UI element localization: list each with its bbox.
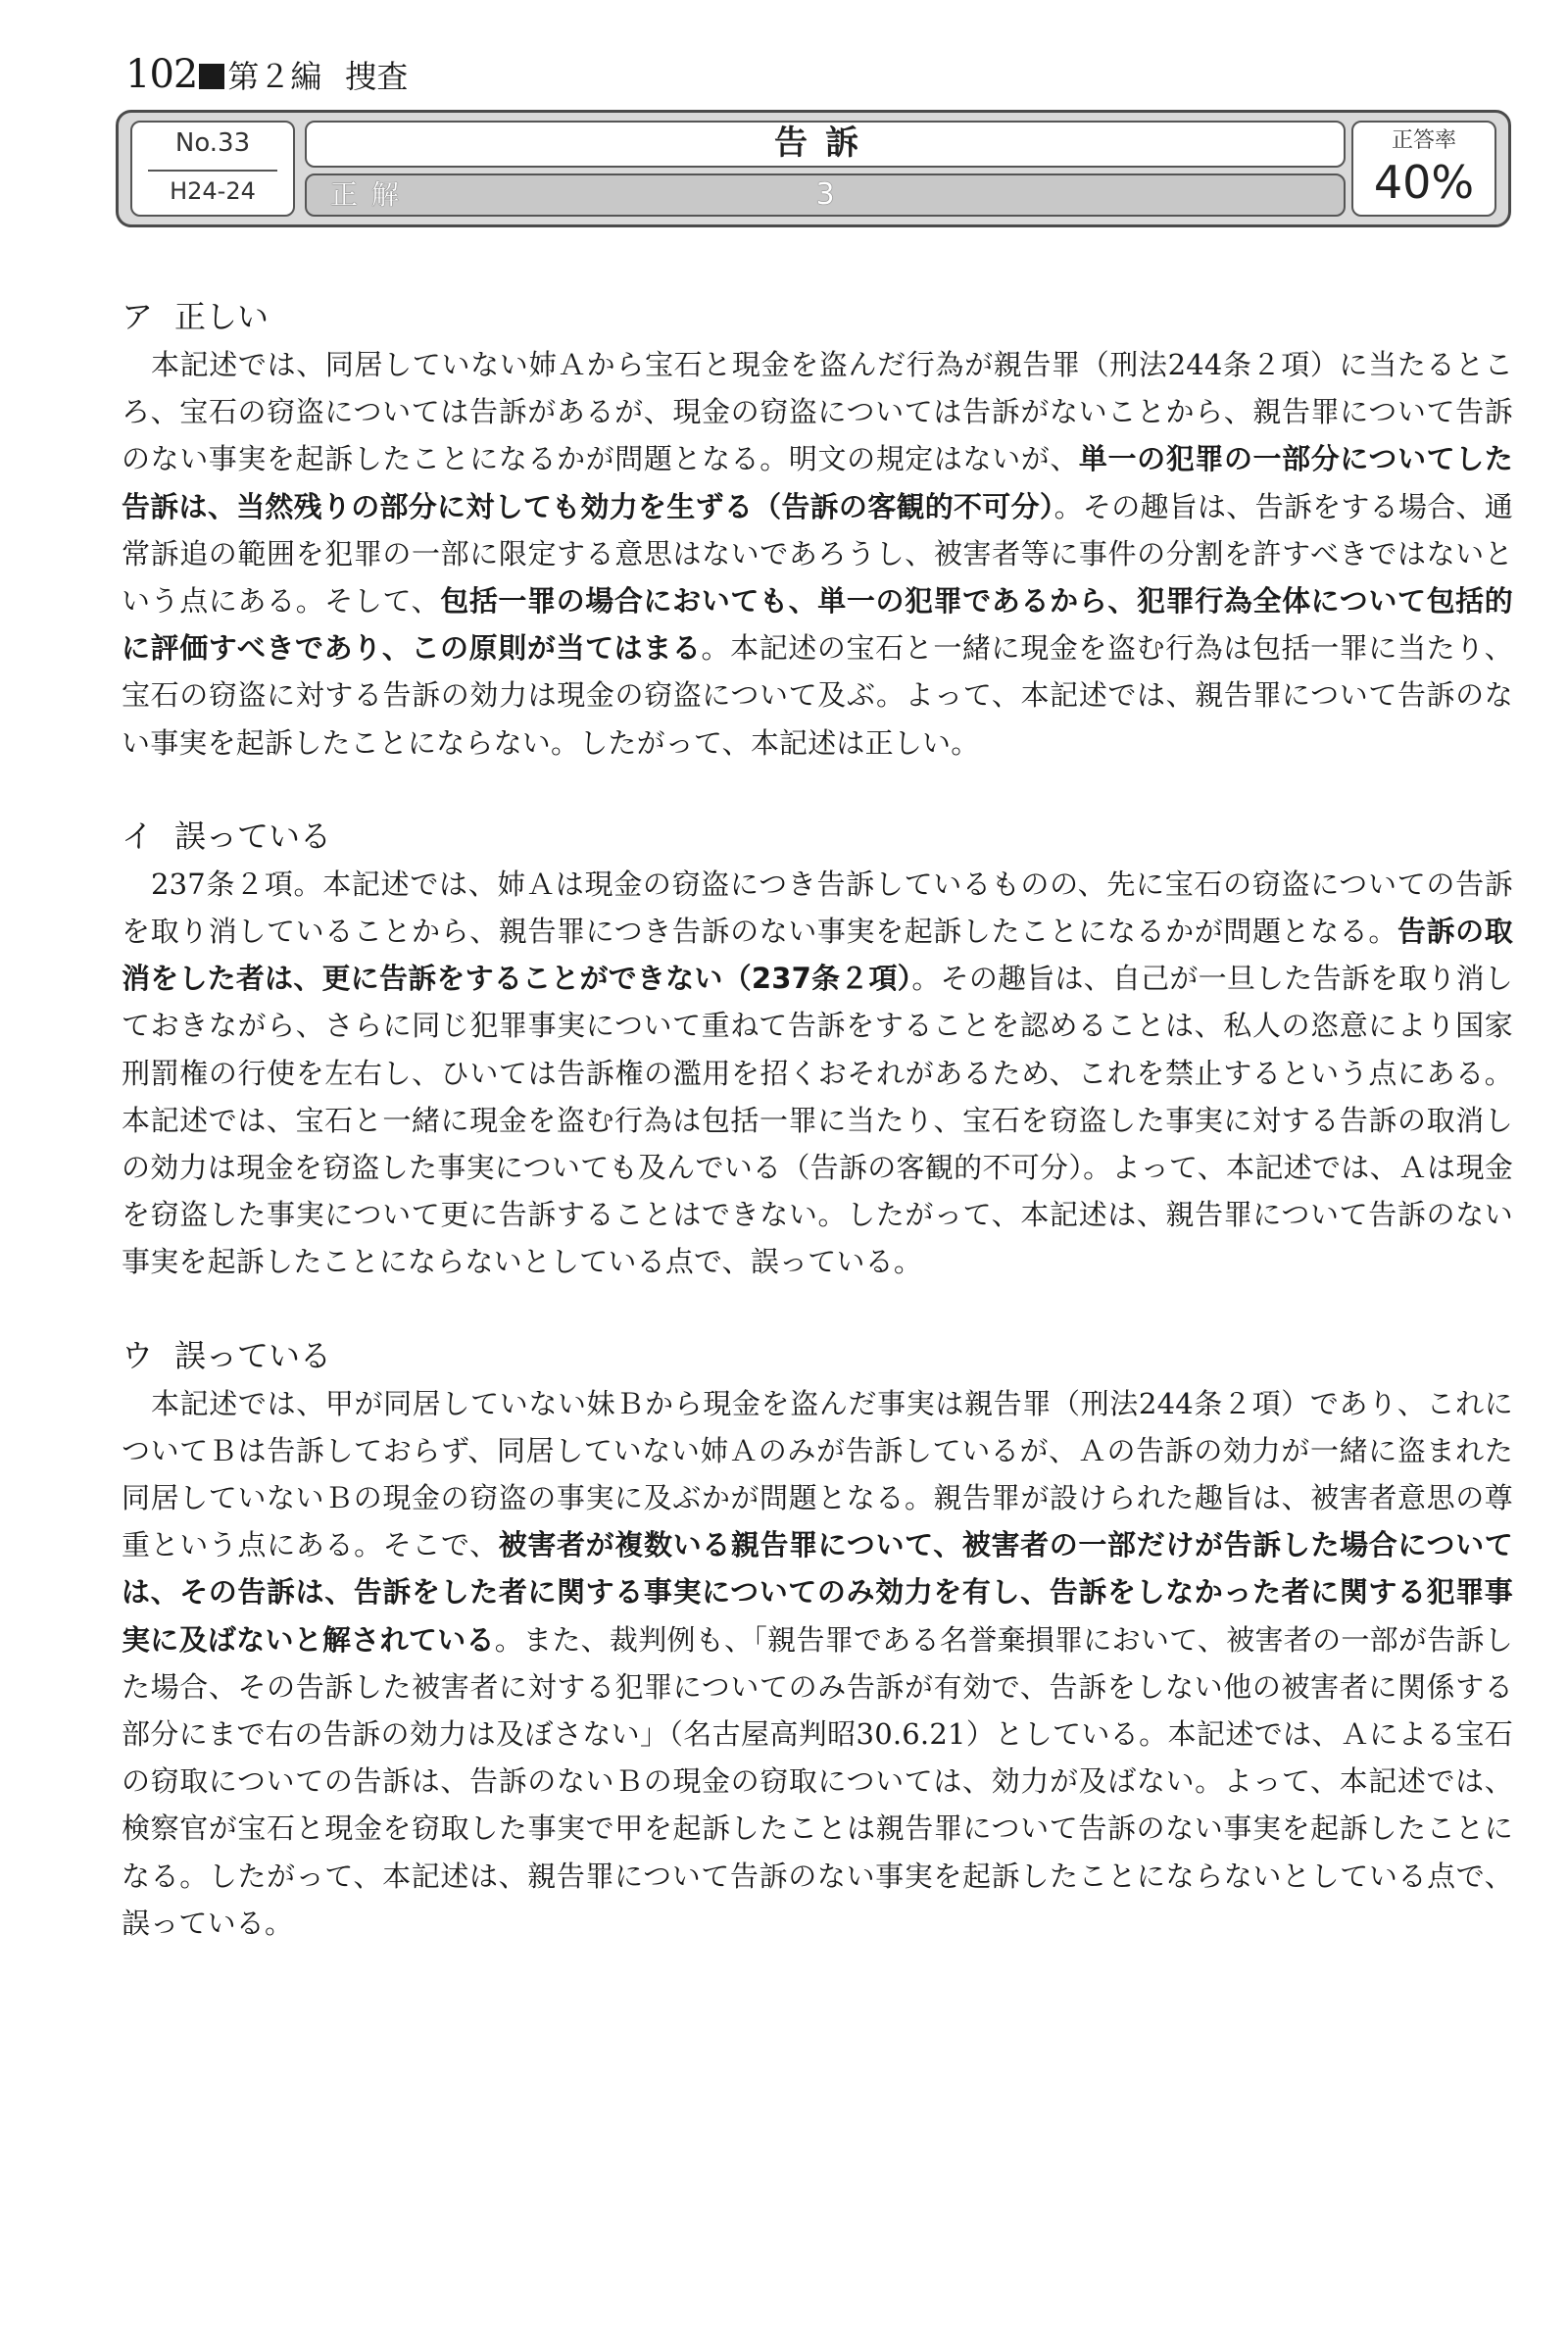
bold-text-segment: 告訴の取消をした者は、更に告訴をすることができない（237条２項） bbox=[122, 915, 1513, 996]
section-heading bbox=[122, 814, 1513, 859]
exam-year-code: H24-24 bbox=[170, 177, 256, 205]
number-divider bbox=[148, 170, 277, 172]
running-head bbox=[125, 53, 408, 98]
bold-text-segment: 単一の犯罪の一部分についてした告訴は、当然残りの部分に対しても効力を生ずる（告訴の客観的不可分） bbox=[122, 442, 1513, 523]
section-mark: イ bbox=[122, 817, 154, 855]
section-paragraph bbox=[122, 861, 1513, 1286]
section-paragraph bbox=[122, 341, 1513, 767]
section-paragraph bbox=[122, 1380, 1513, 1947]
section-mark: ウ bbox=[122, 1336, 154, 1374]
section-u bbox=[122, 1333, 1513, 1947]
text-segment: 本記述では、甲が同居していない妹Ｂから現金を盗んだ事実は親告罪（刑法244条２項）であり、これについてＢは告訴しておらず、同居していない姉Ａのみが告訴しているが、Ａの告訴の効力が一緒に盗まれた同居していないＢの現金の窃盗の事実に及ぶかが問題となる。親告罪が設けられた趣旨は、被害者意思の尊重という点にある。そこで、 bbox=[122, 1386, 1513, 1562]
answer-value: 3 bbox=[815, 177, 835, 212]
text-segment: 。その趣旨は、自己が一旦した告訴を取り消しておきながら、さらに同じ犯罪事実について重ねて告訴をすることを認めることは、私人の恣意により国家刑罰権の行使を左右し、ひいては告訴権の濫用を招くおそれがあるため、これを禁止するという点にある。本記述では、宝石と一緒に現金を盗む行為は包括一罪に当たり、宝石を窃盗した事実に対する告訴の取消しの効力は現金を窃盗した事実についても及んでいる（告訴の客観的不可分）。よって、本記述では、Ａは現金を窃盗した事実について更に告訴することはできない。したがって、本記述は、親告罪について告訴のない事実を起訴したことにならないとしている点で、誤っている。 bbox=[122, 962, 1513, 1279]
question-header-box bbox=[116, 110, 1511, 227]
correct-rate-cell bbox=[1351, 121, 1496, 217]
part-label: 第２編 bbox=[227, 58, 322, 95]
section-heading bbox=[122, 294, 1513, 339]
section-i bbox=[122, 814, 1513, 1286]
black-square-icon bbox=[199, 64, 224, 89]
section-mark: ア bbox=[122, 298, 154, 335]
section-a bbox=[122, 294, 1513, 767]
section-verdict: 誤っている bbox=[174, 817, 332, 855]
text-segment: 。その趣旨は、告訴をする場合、通常訴追の範囲を犯罪の一部に限定する意思はないであろうし、被害者等に事件の分割を許すべきではないという点にある。そして、 bbox=[122, 489, 1513, 619]
page-number: 102 bbox=[125, 52, 198, 97]
correct-rate-label: 正答率 bbox=[1391, 128, 1456, 153]
question-number-cell bbox=[130, 121, 295, 217]
question-title: 告訴 bbox=[774, 124, 876, 163]
bold-text-segment: 被害者が複数いる親告罪について、被害者の一部だけが告訴した場合については、その告訴は、告訴をした者に関する事実についてのみ効力を有し、告訴をしなかった者に関する犯罪事実に及ばないと解されている bbox=[122, 1528, 1513, 1657]
section-verdict: 誤っている bbox=[174, 1336, 332, 1374]
text-segment: 本記述では、同居していない姉Ａから宝石と現金を盗んだ行為が親告罪（刑法244条２項）に当たるところ、宝石の窃盗については告訴があるが、現金の窃盗については告訴がないことから、親告罪について告訴のない事実を起訴したことになるかが問題となる。明文の規定はないが、 bbox=[122, 348, 1513, 476]
text-segment: 。また、裁判例も、「親告罪である名誉棄損罪において、被害者の一部が告訴した場合、その告訴した被害者に対する犯罪についてのみ告訴が有効で、告訴をしない他の被害者に関係する部分にまで右の告訴の効力は及ぼさない」（名古屋高判昭30.6.21）としている。本記述では、Ａによる宝石の窃取についての告訴は、告訴のないＢの現金の窃取については、効力が及ばない。よって、本記述では、検察官が宝石と現金を窃取した事実で甲を起訴したことは親告罪について告訴のない事実を起訴したことになる。したがって、本記述は、親告罪について告訴のない事実を起訴したことにならないとしている点で、誤っている。 bbox=[122, 1622, 1513, 1940]
answer-label: 正解 bbox=[330, 178, 414, 211]
bold-text-segment: 包括一罪の場合においても、単一の犯罪であるから、犯罪行為全体について包括的に評価すべきであり、この原則が当てはまる bbox=[122, 584, 1513, 666]
text-segment: 237条２項。本記述では、姉Ａは現金の窃盗につき告訴しているものの、先に宝石の窃盗についての告訴を取り消していることから、親告罪につき告訴のない事実を起訴したことになるかが問題となる。 bbox=[122, 867, 1513, 949]
chapter-label: 捜査 bbox=[345, 58, 409, 95]
explanation-content bbox=[122, 294, 1513, 1994]
section-verdict: 正しい bbox=[174, 298, 270, 335]
text-segment: 。本記述の宝石と一緒に現金を盗む行為は包括一罪に当たり、宝石の窃盗に対する告訴の効力は現金の窃盗について及ぶ。よって、本記述では、親告罪について告訴のない事実を起訴したことにならない。したがって、本記述は正しい。 bbox=[122, 631, 1513, 760]
section-heading bbox=[122, 1333, 1513, 1378]
question-number: No.33 bbox=[174, 128, 251, 158]
question-title-bar bbox=[305, 121, 1346, 168]
correct-rate-value: 40% bbox=[1373, 156, 1475, 209]
answer-bar bbox=[305, 174, 1346, 217]
